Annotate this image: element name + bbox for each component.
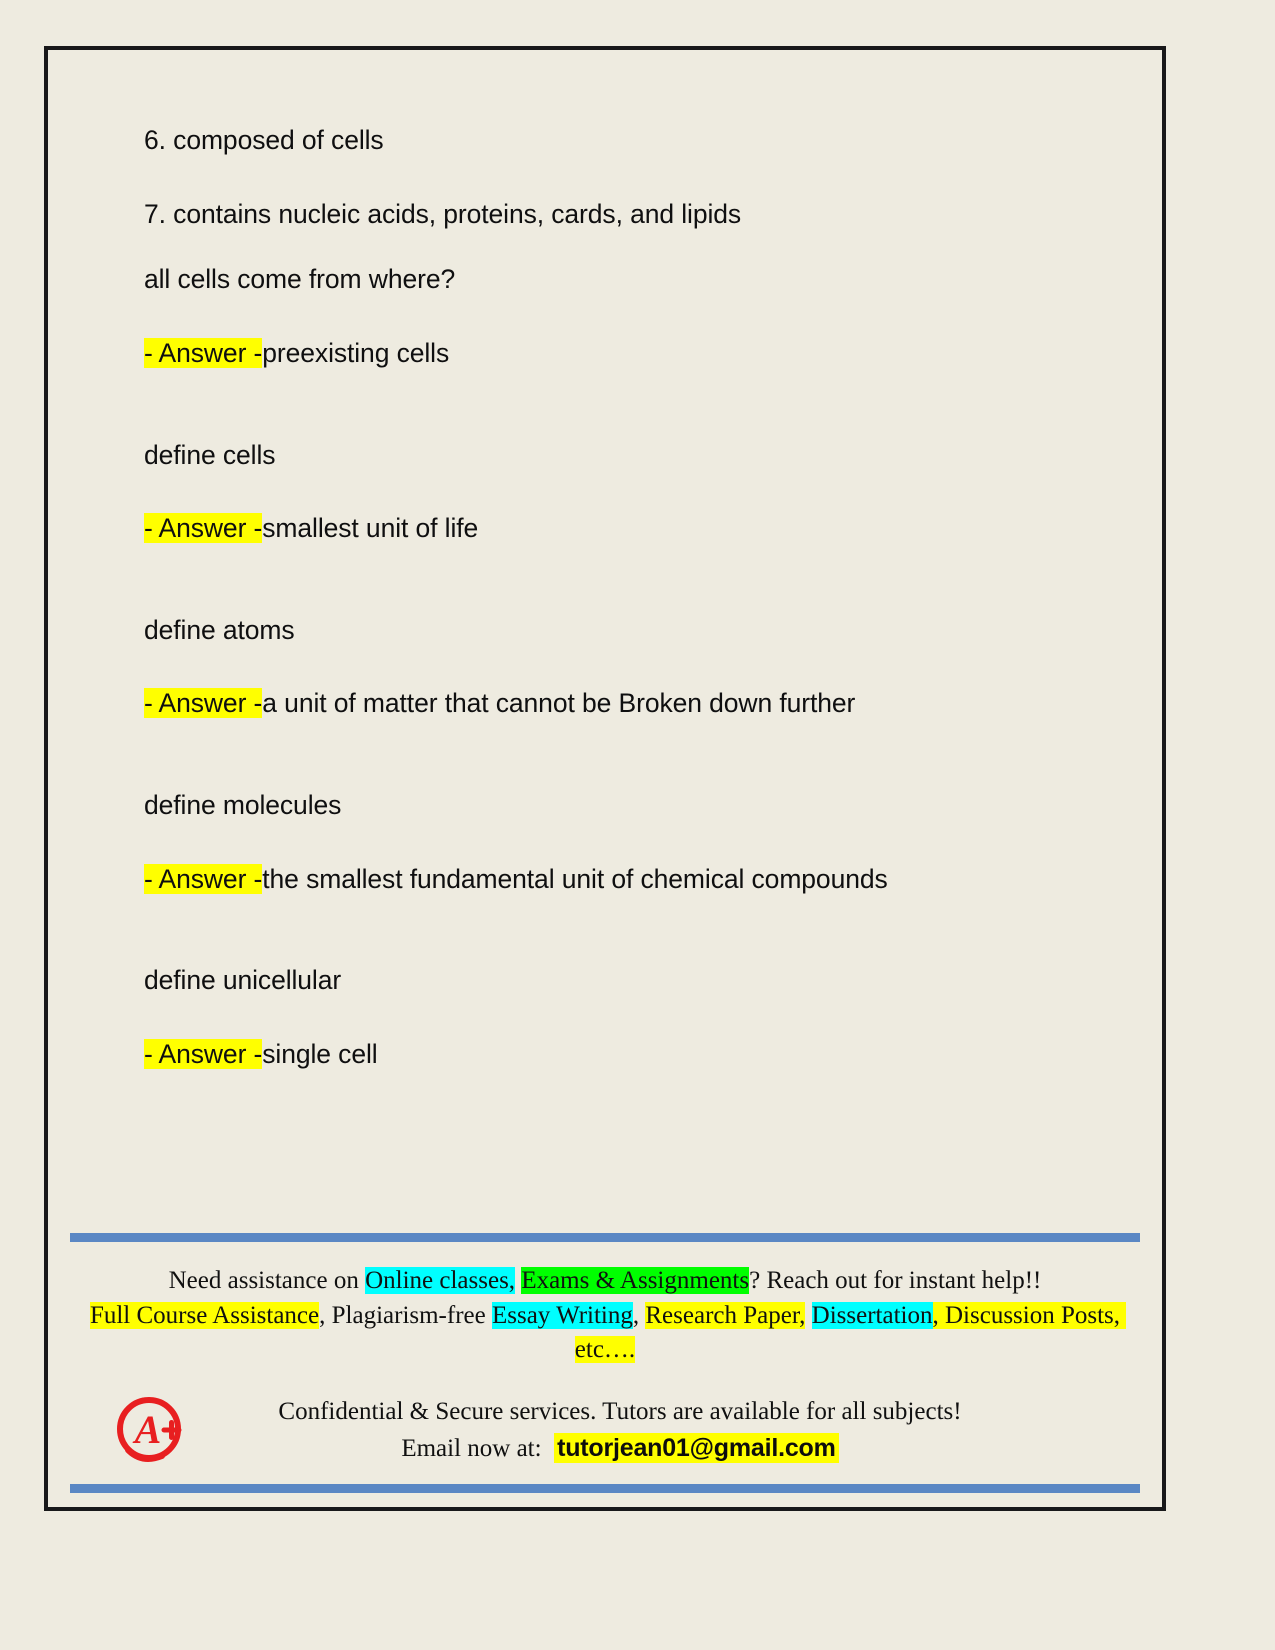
answer-line [144, 1036, 1122, 1074]
footer-top-divider [70, 1233, 1140, 1242]
footer-text-2a: , Plagiarism-free [319, 1302, 492, 1329]
footer-highlight-online-classes: Online classes, [365, 1266, 516, 1294]
answer-text: smallest unit of life [262, 513, 479, 544]
footer-highlight-discussion-posts: , Discussion Posts, etc…. [574, 1302, 1127, 1363]
svg-text:A: A [134, 1407, 162, 1452]
footer-space-2 [805, 1302, 811, 1329]
question-text: define unicellular [144, 965, 342, 996]
answer-label: - Answer - [144, 863, 263, 894]
email-address-link[interactable]: tutorjean01@gmail.com [554, 1433, 839, 1463]
answer-line [144, 510, 1122, 548]
footer-highlight-dissertation: Dissertation [811, 1302, 933, 1329]
qa-entry [144, 261, 1122, 372]
footer-highlight-full-course-assistance: Full Course Assistance [89, 1302, 320, 1329]
footer-highlight-research-paper: Research Paper, [645, 1302, 806, 1329]
answer-label: - Answer - [144, 337, 263, 368]
qa-entry [144, 787, 1122, 898]
answer-line [144, 335, 1122, 373]
answer-text: the smallest fundamental unit of chemical compounds [262, 863, 888, 894]
qa-entry [144, 437, 1122, 548]
footer-contact-row [66, 1392, 1144, 1466]
footer-text-1b: ? Reach out for instant help!! [749, 1266, 1042, 1294]
numbered-list-block [144, 122, 1122, 233]
question-text: all cells come from where? [144, 264, 456, 295]
email-prefix-label: Email now at: [401, 1435, 542, 1463]
footer-text-2b: , [632, 1302, 646, 1329]
document-page [44, 46, 1166, 1511]
answer-text: a unit of matter that cannot be Broken down further [262, 688, 856, 719]
footer-highlight-exams-assignments: Exams & Assignments [521, 1266, 750, 1294]
list-item-6: 6. composed of cells [144, 125, 384, 155]
answer-label: - Answer - [144, 688, 263, 719]
answer-line [144, 861, 1122, 899]
confidential-line: Confidential & Secure services. Tutors are available for all subjects! [278, 1397, 962, 1425]
qa-entry [144, 612, 1122, 723]
promo-footer [48, 1233, 1162, 1508]
answer-text: preexisting cells [262, 337, 450, 368]
notes-body [144, 122, 1122, 1138]
answer-label: - Answer - [144, 513, 263, 544]
answer-text: single cell [262, 1038, 378, 1069]
answer-label: - Answer - [144, 1038, 263, 1069]
footer-highlight-essay-writing: Essay Writing [491, 1302, 633, 1329]
answer-line [144, 685, 1122, 723]
footer-promo-line-1 [66, 1264, 1144, 1298]
footer-text-1a: Need assistance on [168, 1266, 366, 1294]
email-line [226, 1434, 1014, 1463]
question-text: define cells [144, 439, 276, 470]
footer-promo-line-2 [66, 1299, 1144, 1366]
question-text: define atoms [144, 614, 295, 645]
footer-bottom-divider [70, 1484, 1140, 1493]
logo-container [76, 1392, 226, 1466]
footer-contact-text [226, 1395, 1144, 1464]
qa-entry [144, 962, 1122, 1073]
list-item-7: 7. contains nucleic acids, proteins, cards, and lipids [144, 198, 742, 229]
a-plus-logo-icon [114, 1392, 188, 1466]
question-text: define molecules [144, 790, 342, 820]
